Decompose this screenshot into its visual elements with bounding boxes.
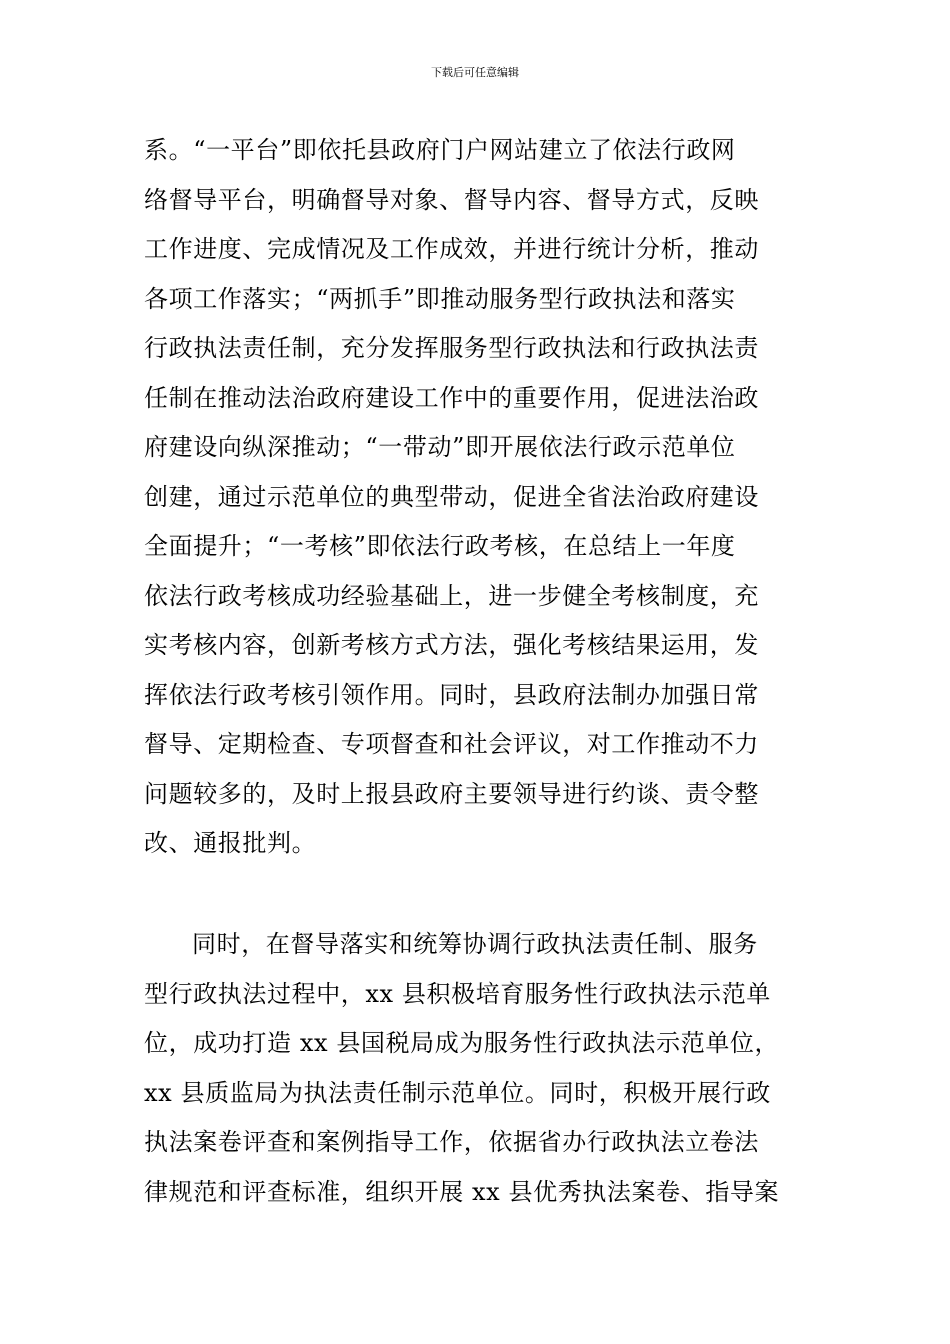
text-line: 位，成功打造 xx 县国税局成为服务性行政执法示范单位， [144, 1029, 780, 1057]
page-header: 下载后可任意编辑 [431, 66, 519, 79]
text-line: 实考核内容，创新考核方式方法，强化考核结果运用，发 [144, 631, 759, 659]
text-line: 府建设向纵深推动；“一带动”即开展依法行政示范单位 [144, 433, 736, 461]
text-line: 改、通报批判。 [144, 829, 317, 857]
text-line: 执法案卷评查和案例指导工作，依据省办行政执法立卷法 [144, 1128, 759, 1156]
text-line: 行政执法责任制，充分发挥服务型行政执法和行政执法责 [144, 334, 759, 362]
text-line: 任制在推动法治政府建设工作中的重要作用，促进法治政 [144, 383, 759, 412]
text-line: 工作进度、完成情况及工作成效，并进行统计分析，推动 [144, 235, 759, 263]
paragraph-2 [144, 920, 816, 1217]
text-line: 络督导平台，明确督导对象、督导内容、督导方式，反映 [144, 185, 759, 214]
text-line: xx 县质监局为执法责任制示范单位。同时，积极开展行政 [144, 1078, 771, 1107]
text-line: 依法行政考核成功经验基础上，进一步健全考核制度，充 [144, 581, 759, 610]
text-line: 同时，在督导落实和统筹协调行政执法责任制、服务 [192, 930, 758, 958]
text-line: 型行政执法过程中，xx 县积极培育服务性行政执法示范单 [144, 979, 771, 1008]
text-line: 全面提升；“一考核”即依法行政考核，在总结上一年度 [144, 532, 736, 560]
text-line: 律规范和评查标准，组织开展 xx 县优秀执法案卷、指导案 [144, 1177, 780, 1206]
paragraph-1 [144, 126, 816, 869]
text-line: 问题较多的，及时上报县政府主要领导进行约谈、责令整 [144, 779, 759, 808]
text-line: 各项工作落实；“两抓手”即推动服务型行政执法和落实 [144, 284, 736, 313]
text-line: 挥依法行政考核引领作用。同时，县政府法制办加强日常 [144, 680, 759, 709]
text-line: 系。“一平台”即依托县政府门户网站建立了依法行政网 [144, 136, 736, 164]
text-line: 督导、定期检查、专项督查和社会评议，对工作推动不力 [144, 730, 759, 758]
text-line: 创建，通过示范单位的典型带动，促进全省法治政府建设 [144, 482, 759, 511]
